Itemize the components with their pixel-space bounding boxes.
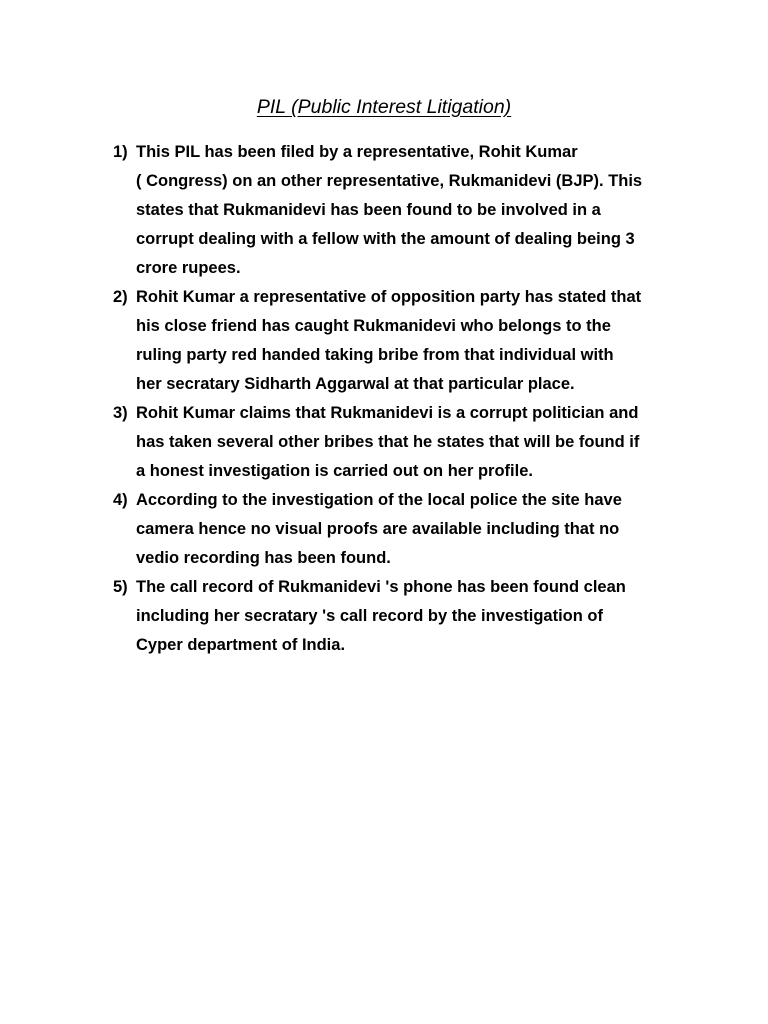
list-item-number: 5) bbox=[113, 578, 128, 596]
list-item-line: This PIL has been filed by a representative, Rohit Kumar bbox=[136, 143, 578, 161]
list-item-number: 3) bbox=[113, 404, 128, 422]
list-item bbox=[113, 399, 693, 486]
list-item-line: crore rupees. bbox=[136, 259, 241, 277]
list-item-line: states that Rukmanidevi has been found to be involved in a bbox=[136, 201, 601, 219]
list-item-line: camera hence no visual proofs are available including that no bbox=[136, 520, 620, 538]
list-item-line: ( Congress) on an other representative, Rukmanidevi (BJP). This bbox=[136, 172, 643, 190]
list-item-line: vedio recording has been found. bbox=[136, 549, 391, 567]
list-item-line: Rohit Kumar claims that Rukmanidevi is a corrupt politician and bbox=[136, 404, 639, 422]
list-item-line: The call record of Rukmanidevi 's phone has been found clean bbox=[136, 578, 626, 596]
list-item-line: including her secratary 's call record by the investigation of bbox=[136, 607, 603, 625]
list-item-line: According to the investigation of the local police the site have bbox=[136, 491, 622, 509]
list-item bbox=[113, 486, 693, 573]
list-item-number: 2) bbox=[113, 288, 128, 306]
numbered-list bbox=[113, 138, 693, 660]
list-item-line: Rohit Kumar a representative of opposition party has stated that bbox=[136, 288, 642, 306]
list-item-number: 4) bbox=[113, 491, 128, 509]
list-item-line: his close friend has caught Rukmanidevi who belongs to the bbox=[136, 317, 611, 335]
list-item-number: 1) bbox=[113, 143, 128, 161]
list-item-line: corrupt dealing with a fellow with the amount of dealing being 3 bbox=[136, 230, 635, 248]
list-item-line: Cyper department of India. bbox=[136, 636, 346, 654]
list-item-line: a honest investigation is carried out on her profile. bbox=[136, 462, 533, 480]
list-item bbox=[113, 573, 693, 660]
document-title: PIL (Public Interest Litigation) bbox=[256, 96, 512, 118]
list-item bbox=[113, 283, 693, 399]
list-item-line: has taken several other bribes that he states that will be found if bbox=[136, 433, 640, 451]
list-item bbox=[113, 138, 693, 283]
list-item-line: her secratary Sidharth Aggarwal at that particular place. bbox=[136, 375, 575, 393]
list-item-line: ruling party red handed taking bribe from that individual with bbox=[136, 346, 614, 364]
